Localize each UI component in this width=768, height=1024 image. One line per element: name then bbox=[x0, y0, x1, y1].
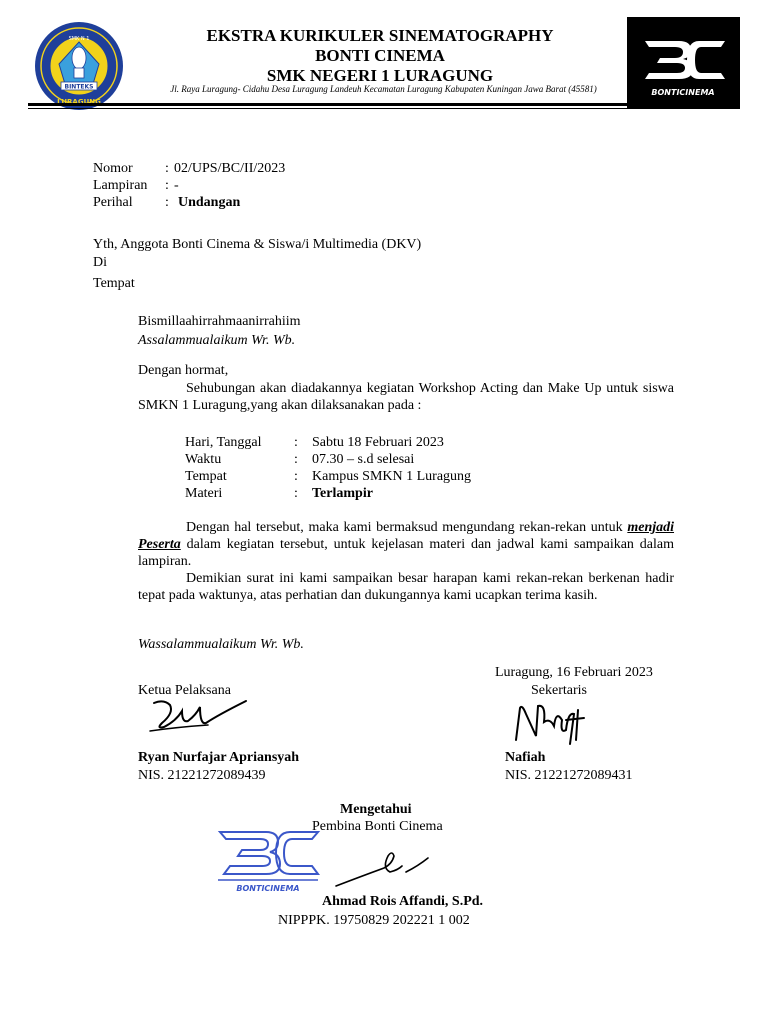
signer-right-name: Nafiah bbox=[505, 750, 546, 765]
meta-colon: : bbox=[165, 161, 169, 176]
school-logo bbox=[30, 20, 128, 112]
signer-right-nis: NIS. 21221272089431 bbox=[505, 768, 633, 783]
bismillah: Bismillaahirrahmaanirrahiim bbox=[138, 314, 301, 329]
signature-advisor-image bbox=[332, 848, 432, 892]
meta-colon: : bbox=[165, 178, 169, 193]
signer-left-name: Ryan Nurfajar Apriansyah bbox=[138, 750, 300, 765]
detail-value-material: Terlampir bbox=[312, 486, 373, 501]
header-title-2: BONTI CINEMA bbox=[315, 46, 445, 65]
stamp-caption: BONTICINEMA bbox=[236, 884, 300, 893]
detail-colon: : bbox=[294, 469, 298, 484]
intro-text: Sehubungan akan diadakannya kegiatan Workshop Acting dan Make Up untuk siswa SMKN 1 Luragung,yang akan dilaksanakan pada : bbox=[138, 381, 674, 413]
header-title-1: EKSTRA KURIKULER SINEMATOGRAPHY bbox=[206, 26, 554, 45]
detail-value-time: 07.30 – s.d selesai bbox=[312, 452, 415, 467]
signer-left-nis: NIS. 21221272089439 bbox=[138, 768, 266, 783]
detail-colon: : bbox=[294, 486, 298, 501]
detail-colon: : bbox=[294, 452, 298, 467]
logo-banner-text: BINTEKS bbox=[64, 83, 94, 91]
detail-label-place: Tempat bbox=[185, 469, 227, 484]
header-address: Jl. Raya Luragung- Cidahu Desa Luragung Landeuh Kecamatan Luragung Kabupaten Kuningan Jawa Barat (45581) bbox=[170, 84, 597, 94]
advisor-name: Ahmad Rois Affandi, S.Pd. bbox=[322, 894, 484, 909]
meta-colon: : bbox=[165, 195, 169, 210]
signer-right-role: Sekertaris bbox=[531, 683, 587, 698]
meta-value-lampiran: - bbox=[174, 178, 179, 193]
signer-left-role: Ketua Pelaksana bbox=[138, 683, 231, 698]
body-p1-before: Dengan hal tersebut, maka kami bermaksud mengundang rekan-rekan untuk bbox=[186, 520, 623, 535]
header-rule-thin bbox=[28, 108, 740, 109]
bonticinema-logo-caption: BONTICINEMA bbox=[651, 88, 715, 97]
signature-right-image bbox=[510, 700, 592, 746]
body-paragraph-2 bbox=[138, 570, 674, 604]
body-p2-text: Demikian surat ini kami sampaikan besar harapan kami rekan-rekan berkenan hadir tepat pada waktunya, atas perhatian dan dukungannya kami ucapkan terima kasih. bbox=[138, 571, 674, 603]
meta-value-perihal: Undangan bbox=[178, 195, 241, 210]
salam-opening: Assalammualaikum Wr. Wb. bbox=[138, 333, 296, 348]
greeting: Dengan hormat, bbox=[138, 363, 229, 378]
bonticinema-stamp bbox=[214, 826, 322, 896]
meta-label-lampiran: Lampiran bbox=[93, 178, 148, 193]
intro-paragraph bbox=[138, 380, 674, 414]
body-p1-emphasis: menjadi Peserta bbox=[138, 520, 675, 552]
detail-value-place: Kampus SMKN 1 Luragung bbox=[312, 469, 472, 484]
place-date: Luragung, 16 Februari 2023 bbox=[495, 665, 653, 680]
bonticinema-logo bbox=[627, 17, 740, 108]
logo-top-text: SMK N 1 bbox=[68, 36, 90, 42]
detail-label-material: Materi bbox=[185, 486, 223, 501]
detail-label-date: Hari, Tanggal bbox=[185, 435, 262, 450]
salam-closing: Wassalammualaikum Wr. Wb. bbox=[138, 637, 304, 652]
header-rule-thick bbox=[28, 103, 740, 106]
detail-value-date: Sabtu 18 Februari 2023 bbox=[312, 435, 444, 450]
detail-label-time: Waktu bbox=[185, 452, 222, 467]
advisor-role: Pembina Bonti Cinema bbox=[312, 819, 443, 834]
detail-colon: : bbox=[294, 435, 298, 450]
recipient-line-1: Yth, Anggota Bonti Cinema & Siswa/i Multimedia (DKV) bbox=[93, 237, 422, 252]
meta-value-nomor: 02/UPS/BC/II/2023 bbox=[174, 161, 286, 176]
advisor-nip: NIPPPK. 19750829 202221 1 002 bbox=[278, 913, 470, 928]
acknowledged-heading: Mengetahui bbox=[340, 802, 412, 817]
logo-bottom-text: LURAGUNG bbox=[57, 98, 101, 106]
header-title-3: SMK NEGERI 1 LURAGUNG bbox=[266, 66, 494, 85]
signature-left-image bbox=[148, 697, 250, 737]
recipient-line-3: Tempat bbox=[93, 276, 135, 291]
recipient-line-2: Di bbox=[93, 255, 107, 270]
meta-label-perihal: Perihal bbox=[93, 195, 133, 210]
meta-label-nomor: Nomor bbox=[93, 161, 133, 176]
body-paragraph-1 bbox=[138, 519, 674, 570]
body-p1-after: dalam kegiatan tersebut, untuk kejelasan materi dan jadwal kami sampaikan dalam lampiran. bbox=[138, 537, 674, 569]
